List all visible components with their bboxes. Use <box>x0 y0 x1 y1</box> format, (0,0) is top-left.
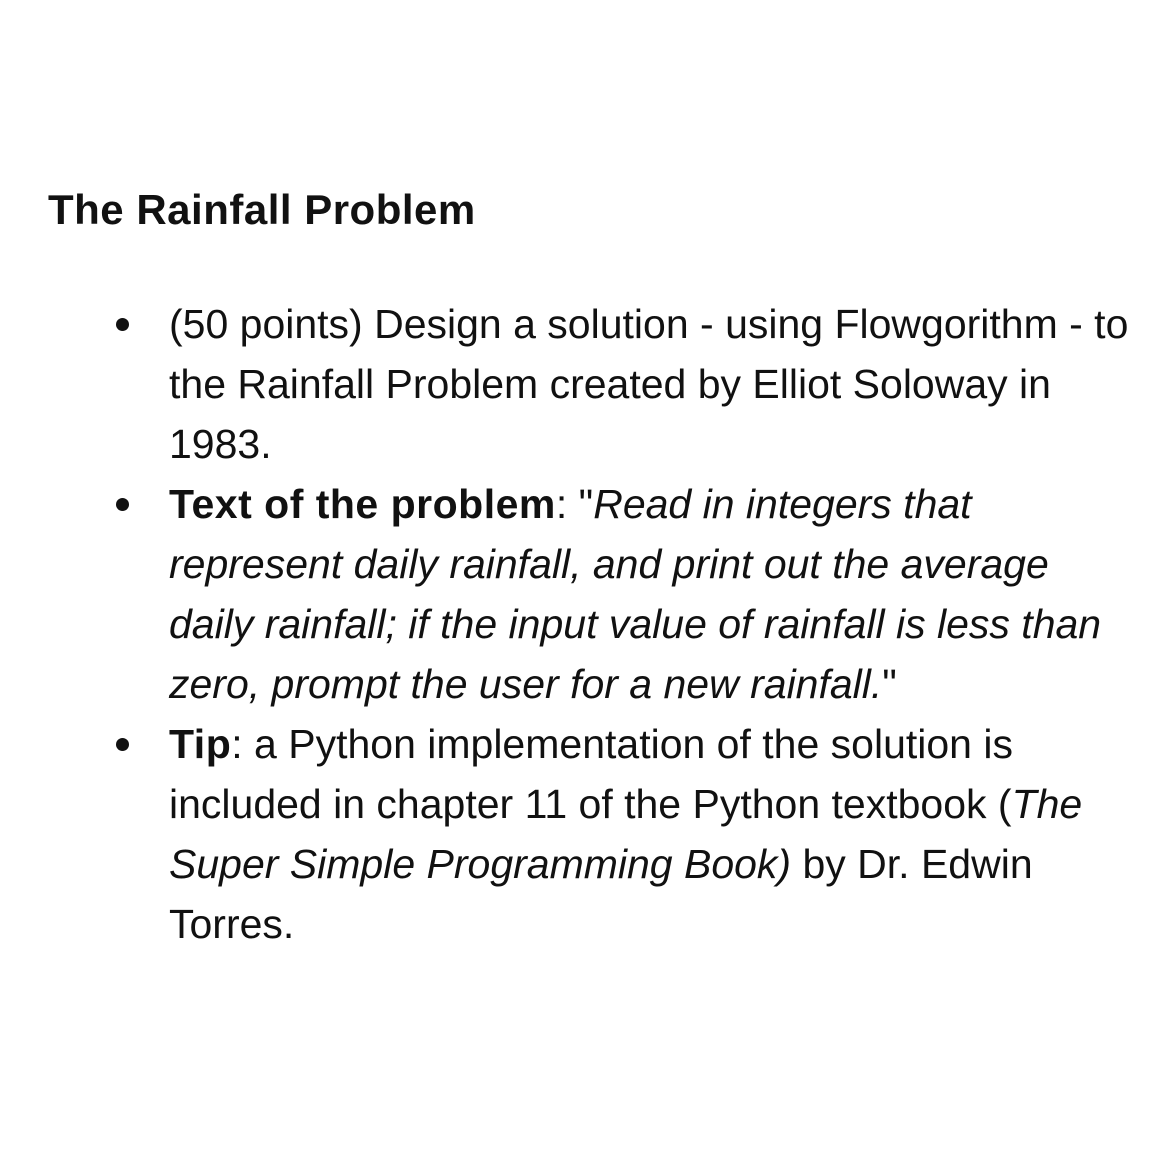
tip-author: by Dr. Edwin Torres. <box>169 841 1033 947</box>
assignment-text: (50 points) Design a solution - using Flowgorithm - to the Rainfall Problem created by Elliot Soloway in 1983. <box>169 301 1129 467</box>
problem-quote: Read in integers that represent daily rainfall, and print out the average daily rainfall; if the input value of rainfall is less than zero, prompt the user for a new rainfall. <box>169 481 1102 707</box>
bullet-icon <box>116 498 129 511</box>
list-item-assignment <box>0 294 1170 474</box>
problem-separator: : " <box>555 481 594 527</box>
problem-closing-quote: " <box>882 661 897 707</box>
bullet-icon <box>116 318 129 331</box>
book-title: The Super Simple Programming Book) <box>169 781 1083 887</box>
page-title: The Rainfall Problem <box>48 186 476 233</box>
bullet-icon <box>116 738 129 751</box>
list-item-problem-text <box>0 474 1170 714</box>
tip-text: : a Python implementation of the solution is included in chapter 11 of the Python textbook ( <box>169 721 1013 827</box>
problem-label: Text of the problem <box>169 481 556 527</box>
tip-label: Tip <box>169 721 232 767</box>
list-item-tip <box>0 714 1170 954</box>
bullet-list <box>0 294 1170 954</box>
